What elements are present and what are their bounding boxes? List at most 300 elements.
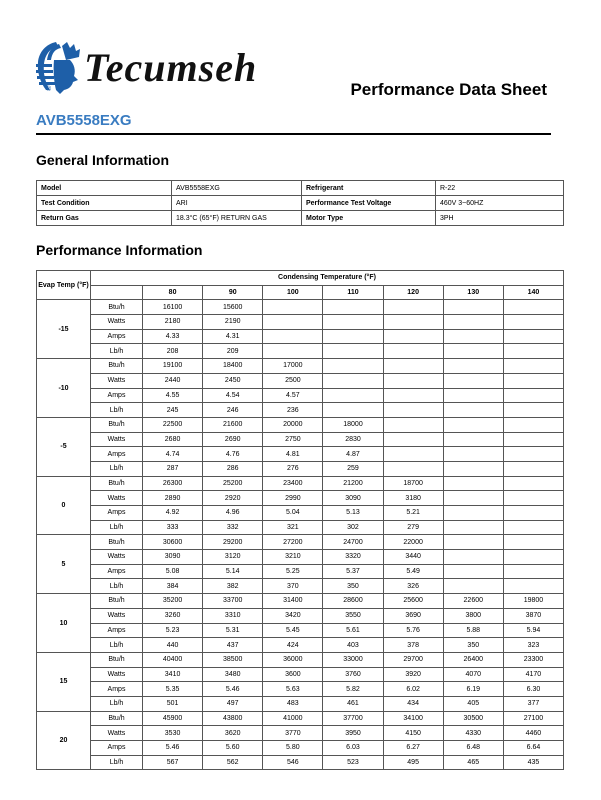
brand-name: Tecumseh xyxy=(84,45,258,90)
label-cell: Model xyxy=(37,181,172,196)
value-cell xyxy=(323,373,383,388)
table-row xyxy=(37,181,564,196)
value-cell: 4330 xyxy=(443,726,503,741)
value-cell: 19800 xyxy=(503,594,563,609)
value-cell: 3310 xyxy=(203,608,263,623)
value-cell: 405 xyxy=(443,696,503,711)
value-cell: 45900 xyxy=(143,711,203,726)
table-row xyxy=(37,373,564,388)
value-cell xyxy=(443,535,503,550)
value-cell: 4.92 xyxy=(143,506,203,521)
value-cell: R-22 xyxy=(436,181,564,196)
value-cell xyxy=(443,476,503,491)
value-cell xyxy=(443,359,503,374)
value-cell: 350 xyxy=(443,638,503,653)
value-cell: 323 xyxy=(503,638,563,653)
evap-temp-cell: -10 xyxy=(37,359,91,418)
value-cell xyxy=(443,564,503,579)
value-cell xyxy=(263,315,323,330)
value-cell: 3420 xyxy=(263,608,323,623)
table-row xyxy=(37,564,564,579)
condensing-temp-120: 120 xyxy=(383,285,443,300)
value-cell: 4.96 xyxy=(203,506,263,521)
value-cell: 437 xyxy=(203,638,263,653)
value-cell: 18400 xyxy=(203,359,263,374)
value-cell xyxy=(383,315,443,330)
value-cell: 2180 xyxy=(143,315,203,330)
value-cell: 41000 xyxy=(263,711,323,726)
unit-cell: Watts xyxy=(91,315,143,330)
condensing-temp-110: 110 xyxy=(323,285,383,300)
value-cell xyxy=(503,461,563,476)
value-cell xyxy=(383,403,443,418)
value-cell: 2690 xyxy=(203,432,263,447)
value-cell: 3550 xyxy=(323,608,383,623)
value-cell: 4070 xyxy=(443,667,503,682)
unit-cell: Amps xyxy=(91,506,143,521)
value-cell xyxy=(503,417,563,432)
registered-mark: ® xyxy=(46,86,52,93)
value-cell xyxy=(443,300,503,315)
value-cell: 287 xyxy=(143,461,203,476)
value-cell: 5.45 xyxy=(263,623,323,638)
value-cell: 3090 xyxy=(323,491,383,506)
value-cell: 3600 xyxy=(263,667,323,682)
evap-temp-cell: 5 xyxy=(37,535,91,594)
table-row xyxy=(37,359,564,374)
value-cell: 4.87 xyxy=(323,447,383,462)
unit-cell: Btu/h xyxy=(91,711,143,726)
general-table xyxy=(36,180,564,226)
table-row xyxy=(37,652,564,667)
value-cell xyxy=(323,329,383,344)
unit-header-blank xyxy=(91,285,143,300)
value-cell: 4.74 xyxy=(143,447,203,462)
value-cell xyxy=(383,373,443,388)
value-cell: 2990 xyxy=(263,491,323,506)
evap-temp-cell: 10 xyxy=(37,594,91,653)
evap-temp-cell: 0 xyxy=(37,476,91,535)
table-row xyxy=(37,608,564,623)
value-cell: 5.08 xyxy=(143,564,203,579)
value-cell: 5.31 xyxy=(203,623,263,638)
value-cell: 6.48 xyxy=(443,741,503,756)
value-cell xyxy=(383,359,443,374)
value-cell xyxy=(503,373,563,388)
header-rule xyxy=(36,133,551,135)
value-cell xyxy=(443,506,503,521)
value-cell xyxy=(323,344,383,359)
value-cell: 24700 xyxy=(323,535,383,550)
unit-cell: Btu/h xyxy=(91,652,143,667)
value-cell: 16100 xyxy=(143,300,203,315)
value-cell xyxy=(383,417,443,432)
value-cell xyxy=(503,579,563,594)
evap-temp-cell: -5 xyxy=(37,417,91,476)
value-cell: 23400 xyxy=(263,476,323,491)
table-row xyxy=(37,506,564,521)
value-cell: 5.14 xyxy=(203,564,263,579)
unit-cell: Lb/h xyxy=(91,696,143,711)
value-cell: 5.76 xyxy=(383,623,443,638)
value-cell: 483 xyxy=(263,696,323,711)
value-cell: 3760 xyxy=(323,667,383,682)
value-cell: 18.3°C (65°F) RETURN GAS xyxy=(172,211,302,226)
value-cell xyxy=(263,329,323,344)
value-cell: 461 xyxy=(323,696,383,711)
table-row xyxy=(37,344,564,359)
value-cell: 21600 xyxy=(203,417,263,432)
unit-cell: Amps xyxy=(91,329,143,344)
value-cell: 29200 xyxy=(203,535,263,550)
value-cell: 25600 xyxy=(383,594,443,609)
table-row xyxy=(37,315,564,330)
unit-cell: Lb/h xyxy=(91,638,143,653)
header-row xyxy=(37,271,564,286)
value-cell: 18700 xyxy=(383,476,443,491)
condensing-temp-130: 130 xyxy=(443,285,503,300)
table-row xyxy=(37,520,564,535)
value-cell: 501 xyxy=(143,696,203,711)
value-cell: 38500 xyxy=(203,652,263,667)
unit-cell: Lb/h xyxy=(91,755,143,770)
value-cell xyxy=(383,329,443,344)
value-cell: 3410 xyxy=(143,667,203,682)
value-cell xyxy=(383,300,443,315)
value-cell: 6.19 xyxy=(443,682,503,697)
table-row xyxy=(37,726,564,741)
value-cell: 2680 xyxy=(143,432,203,447)
table-row xyxy=(37,535,564,550)
value-cell xyxy=(443,491,503,506)
condensing-temp-80: 80 xyxy=(143,285,203,300)
value-cell: 5.46 xyxy=(203,682,263,697)
unit-cell: Btu/h xyxy=(91,417,143,432)
table-row xyxy=(37,300,564,315)
table-row xyxy=(37,329,564,344)
evap-temp-header: Evap Temp (°F) xyxy=(37,271,91,300)
value-cell: 5.21 xyxy=(383,506,443,521)
value-cell: 546 xyxy=(263,755,323,770)
value-cell: 460V 3~60HZ xyxy=(436,196,564,211)
value-cell: 25200 xyxy=(203,476,263,491)
value-cell: 26400 xyxy=(443,652,503,667)
value-cell: 440 xyxy=(143,638,203,653)
value-cell: 236 xyxy=(263,403,323,418)
value-cell: 5.46 xyxy=(143,741,203,756)
value-cell: 43800 xyxy=(203,711,263,726)
value-cell xyxy=(503,359,563,374)
value-cell: 33700 xyxy=(203,594,263,609)
value-cell xyxy=(383,344,443,359)
value-cell: 5.13 xyxy=(323,506,383,521)
value-cell: 15600 xyxy=(203,300,263,315)
value-cell: 3090 xyxy=(143,550,203,565)
unit-cell: Lb/h xyxy=(91,579,143,594)
value-cell xyxy=(503,535,563,550)
condensing-temp-100: 100 xyxy=(263,285,323,300)
value-cell xyxy=(503,300,563,315)
value-cell: 4.31 xyxy=(203,329,263,344)
value-cell: 3440 xyxy=(383,550,443,565)
value-cell: 30500 xyxy=(443,711,503,726)
value-cell: 377 xyxy=(503,696,563,711)
unit-cell: Btu/h xyxy=(91,476,143,491)
value-cell: 5.80 xyxy=(263,741,323,756)
unit-cell: Amps xyxy=(91,564,143,579)
value-cell: 22500 xyxy=(143,417,203,432)
value-cell: 350 xyxy=(323,579,383,594)
table-row xyxy=(37,196,564,211)
table-row xyxy=(37,491,564,506)
value-cell: 19100 xyxy=(143,359,203,374)
sheet-title: Performance Data Sheet xyxy=(350,80,547,99)
table-row xyxy=(37,403,564,418)
unit-cell: Btu/h xyxy=(91,359,143,374)
value-cell: 567 xyxy=(143,755,203,770)
value-cell: 3870 xyxy=(503,608,563,623)
value-cell xyxy=(263,300,323,315)
table-row xyxy=(37,623,564,638)
value-cell: 6.64 xyxy=(503,741,563,756)
value-cell: 302 xyxy=(323,520,383,535)
value-cell: 2500 xyxy=(263,373,323,388)
value-cell: 5.37 xyxy=(323,564,383,579)
value-cell: 4460 xyxy=(503,726,563,741)
value-cell: 5.60 xyxy=(203,741,263,756)
table-row xyxy=(37,638,564,653)
table-row xyxy=(37,476,564,491)
value-cell: 2890 xyxy=(143,491,203,506)
value-cell xyxy=(323,388,383,403)
value-cell: 2450 xyxy=(203,373,263,388)
value-cell: 37700 xyxy=(323,711,383,726)
value-cell: 35200 xyxy=(143,594,203,609)
value-cell xyxy=(503,550,563,565)
value-cell: 5.49 xyxy=(383,564,443,579)
value-cell: ARI xyxy=(172,196,302,211)
value-cell: 5.35 xyxy=(143,682,203,697)
value-cell: 5.82 xyxy=(323,682,383,697)
general-heading: General Information xyxy=(36,152,170,168)
value-cell: 4.33 xyxy=(143,329,203,344)
value-cell xyxy=(443,447,503,462)
value-cell xyxy=(323,300,383,315)
value-cell: 4.55 xyxy=(143,388,203,403)
value-cell: 29700 xyxy=(383,652,443,667)
value-cell: 31400 xyxy=(263,594,323,609)
value-cell: 208 xyxy=(143,344,203,359)
unit-cell: Amps xyxy=(91,388,143,403)
value-cell xyxy=(503,403,563,418)
value-cell xyxy=(503,476,563,491)
value-cell: 5.94 xyxy=(503,623,563,638)
value-cell xyxy=(443,403,503,418)
value-cell: 424 xyxy=(263,638,323,653)
table-row xyxy=(37,461,564,476)
condensing-temp-90: 90 xyxy=(203,285,263,300)
value-cell: 4170 xyxy=(503,667,563,682)
value-cell xyxy=(263,344,323,359)
value-cell: 27200 xyxy=(263,535,323,550)
value-cell: 5.04 xyxy=(263,506,323,521)
value-cell: 378 xyxy=(383,638,443,653)
value-cell xyxy=(443,579,503,594)
value-cell: 403 xyxy=(323,638,383,653)
value-cell xyxy=(503,447,563,462)
value-cell: 286 xyxy=(203,461,263,476)
unit-cell: Watts xyxy=(91,667,143,682)
value-cell: 2750 xyxy=(263,432,323,447)
unit-cell: Amps xyxy=(91,682,143,697)
evap-temp-cell: 20 xyxy=(37,711,91,770)
table-row xyxy=(37,417,564,432)
unit-cell: Lb/h xyxy=(91,520,143,535)
value-cell xyxy=(503,315,563,330)
value-cell: 22600 xyxy=(443,594,503,609)
value-cell: 5.63 xyxy=(263,682,323,697)
evap-temp-cell: 15 xyxy=(37,652,91,711)
label-cell: Motor Type xyxy=(302,211,436,226)
value-cell: 30600 xyxy=(143,535,203,550)
unit-cell: Amps xyxy=(91,741,143,756)
value-cell xyxy=(503,432,563,447)
value-cell xyxy=(323,315,383,330)
value-cell: 36000 xyxy=(263,652,323,667)
table-row xyxy=(37,667,564,682)
value-cell: 2830 xyxy=(323,432,383,447)
value-cell xyxy=(503,520,563,535)
evap-temp-cell: -15 xyxy=(37,300,91,359)
value-cell: 6.30 xyxy=(503,682,563,697)
value-cell: 4.76 xyxy=(203,447,263,462)
value-cell: 333 xyxy=(143,520,203,535)
value-cell: 465 xyxy=(443,755,503,770)
unit-cell: Watts xyxy=(91,432,143,447)
value-cell: 4.57 xyxy=(263,388,323,403)
unit-cell: Btu/h xyxy=(91,300,143,315)
value-cell xyxy=(443,520,503,535)
label-cell: Refrigerant xyxy=(302,181,436,196)
unit-cell: Btu/h xyxy=(91,594,143,609)
value-cell: 20000 xyxy=(263,417,323,432)
value-cell: 382 xyxy=(203,579,263,594)
value-cell: 259 xyxy=(323,461,383,476)
value-cell: 209 xyxy=(203,344,263,359)
value-cell: 3120 xyxy=(203,550,263,565)
value-cell xyxy=(443,432,503,447)
value-cell xyxy=(383,447,443,462)
value-cell: 3320 xyxy=(323,550,383,565)
value-cell: 27100 xyxy=(503,711,563,726)
value-cell: 3PH xyxy=(436,211,564,226)
table-row xyxy=(37,711,564,726)
value-cell: 495 xyxy=(383,755,443,770)
value-cell xyxy=(443,550,503,565)
value-cell: 4.54 xyxy=(203,388,263,403)
value-cell xyxy=(323,403,383,418)
condensing-temp-140: 140 xyxy=(503,285,563,300)
value-cell: 523 xyxy=(323,755,383,770)
value-cell: 2440 xyxy=(143,373,203,388)
unit-cell: Watts xyxy=(91,550,143,565)
value-cell: 3800 xyxy=(443,608,503,623)
label-cell: Return Gas xyxy=(37,211,172,226)
value-cell: 370 xyxy=(263,579,323,594)
unit-cell: Amps xyxy=(91,623,143,638)
value-cell: 5.23 xyxy=(143,623,203,638)
value-cell: 276 xyxy=(263,461,323,476)
value-cell xyxy=(323,359,383,374)
value-cell xyxy=(383,461,443,476)
condensing-temp-header: Condensing Temperature (°F) xyxy=(91,271,564,286)
value-cell: 26300 xyxy=(143,476,203,491)
unit-cell: Watts xyxy=(91,608,143,623)
value-cell: 6.03 xyxy=(323,741,383,756)
table-row xyxy=(37,741,564,756)
value-cell: 34100 xyxy=(383,711,443,726)
value-cell: 5.61 xyxy=(323,623,383,638)
value-cell: 384 xyxy=(143,579,203,594)
table-row xyxy=(37,682,564,697)
table-row xyxy=(37,432,564,447)
table-row xyxy=(37,755,564,770)
value-cell xyxy=(443,329,503,344)
value-cell: 17000 xyxy=(263,359,323,374)
value-cell: 3260 xyxy=(143,608,203,623)
table-row xyxy=(37,594,564,609)
value-cell: 4.81 xyxy=(263,447,323,462)
value-cell: 3210 xyxy=(263,550,323,565)
value-cell xyxy=(443,344,503,359)
value-cell xyxy=(503,388,563,403)
value-cell: 435 xyxy=(503,755,563,770)
value-cell: 22000 xyxy=(383,535,443,550)
value-cell xyxy=(443,388,503,403)
value-cell xyxy=(503,564,563,579)
value-cell: 2190 xyxy=(203,315,263,330)
tecumseh-logo-icon xyxy=(36,40,82,94)
value-cell: 321 xyxy=(263,520,323,535)
unit-cell: Btu/h xyxy=(91,535,143,550)
unit-cell: Lb/h xyxy=(91,461,143,476)
value-cell: 246 xyxy=(203,403,263,418)
value-cell: 326 xyxy=(383,579,443,594)
value-cell: 562 xyxy=(203,755,263,770)
table-row xyxy=(37,388,564,403)
value-cell: 33000 xyxy=(323,652,383,667)
value-cell: AVB5558EXG xyxy=(172,181,302,196)
value-cell xyxy=(443,461,503,476)
value-cell: 40400 xyxy=(143,652,203,667)
value-cell xyxy=(383,432,443,447)
value-cell: 3950 xyxy=(323,726,383,741)
table-row xyxy=(37,211,564,226)
unit-cell: Lb/h xyxy=(91,344,143,359)
value-cell: 434 xyxy=(383,696,443,711)
value-cell: 3530 xyxy=(143,726,203,741)
label-cell: Test Condition xyxy=(37,196,172,211)
table-row xyxy=(37,550,564,565)
value-cell: 6.27 xyxy=(383,741,443,756)
value-cell xyxy=(503,491,563,506)
value-cell: 28600 xyxy=(323,594,383,609)
label-cell: Performance Test Voltage xyxy=(302,196,436,211)
value-cell: 18000 xyxy=(323,417,383,432)
unit-cell: Watts xyxy=(91,373,143,388)
table-row xyxy=(37,447,564,462)
value-cell: 2920 xyxy=(203,491,263,506)
